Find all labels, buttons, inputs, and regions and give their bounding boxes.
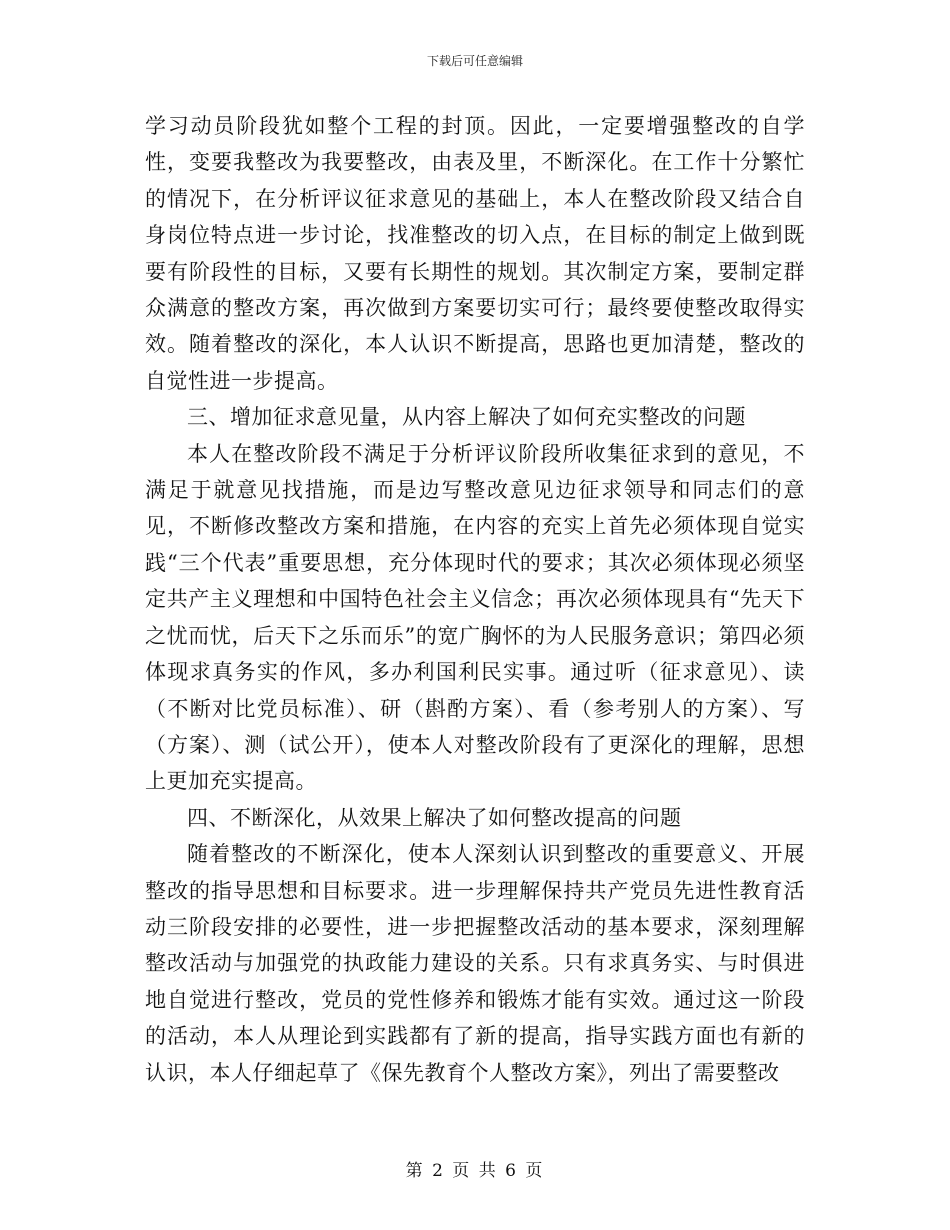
paragraph-continuation: 学习动员阶段犹如整个工程的封顶。因此，一定要增强整改的自学性，变要我整改为我要整改，由表及里，不断深化。在工作十分繁忙的情况下，在分析评议征求意见的基础上，本人在整改阶段又结合自身岗位特点进一步讨论，找准整改的切入点，在目标的制定上做到既要有阶段性的目标，又要有长期性的规划。其次制定方案，要制定群众满意的整改方案，再次做到方案要切实可行；最终要使整改取得实效。随着整改的深化，本人认识不断提高，思路也更加清楚，整改的自觉性进一步提高。 — [145, 114, 805, 393]
paragraph-section-4: 随着整改的不断深化，使本人深刻认识到整改的重要意义、开展整改的指导思想和目标要求。进一步理解保持共产党员先进性教育活动三阶段安排的必要性，进一步把握整改活动的基本要求，深刻理解整改活动与加强党的执政能力建设的关系。只有求真务实、与时俱进地自觉进行整改，党员的党性修养和锻炼才能有实效。通过这一阶段的活动，本人从理论到实践都有了新的提高，指导实践方面也有新的认识，本人仔细起草了《保先教育个人整改方案》，列出了需要整改 — [145, 842, 805, 1085]
paragraph-section-3: 本人在整改阶段不满足于分析评议阶段所收集征求到的意见，不满足于就意见找措施，而是边写整改意见边征求领导和同志们的意见，不断修改整改方案和措施，在内容的充实上首先必须体现自觉实践“三个代表”重要思想，充分体现时代的要求；其次必须体现必须坚定共产主义理想和中国特色社会主义信念；再次必须体现具有“先天下之忧而忧，后天下之乐而乐”的宽广胸怀的为人民服务意识；第四必须体现求真务实的作风，多办利国利民实事。通过听（征求意见）、读（不断对比党员标准）、研（斟酌方案）、看（参考别人的方案）、写（方案）、测（试公开），使本人对整改阶段有了更深化的理解，思想上更加充实提高。 — [145, 441, 805, 794]
document-body — [145, 108, 805, 1091]
section-heading-4: 四、不断深化，从效果上解决了如何整改提高的问题 — [187, 805, 682, 830]
section-heading-3: 三、增加征求意见量，从内容上解决了如何充实整改的问题 — [187, 405, 746, 430]
page-number-footer: 第 2 页 共 6 页 — [405, 1161, 545, 1181]
page-header: 下载后可任意编辑 — [426, 54, 523, 68]
